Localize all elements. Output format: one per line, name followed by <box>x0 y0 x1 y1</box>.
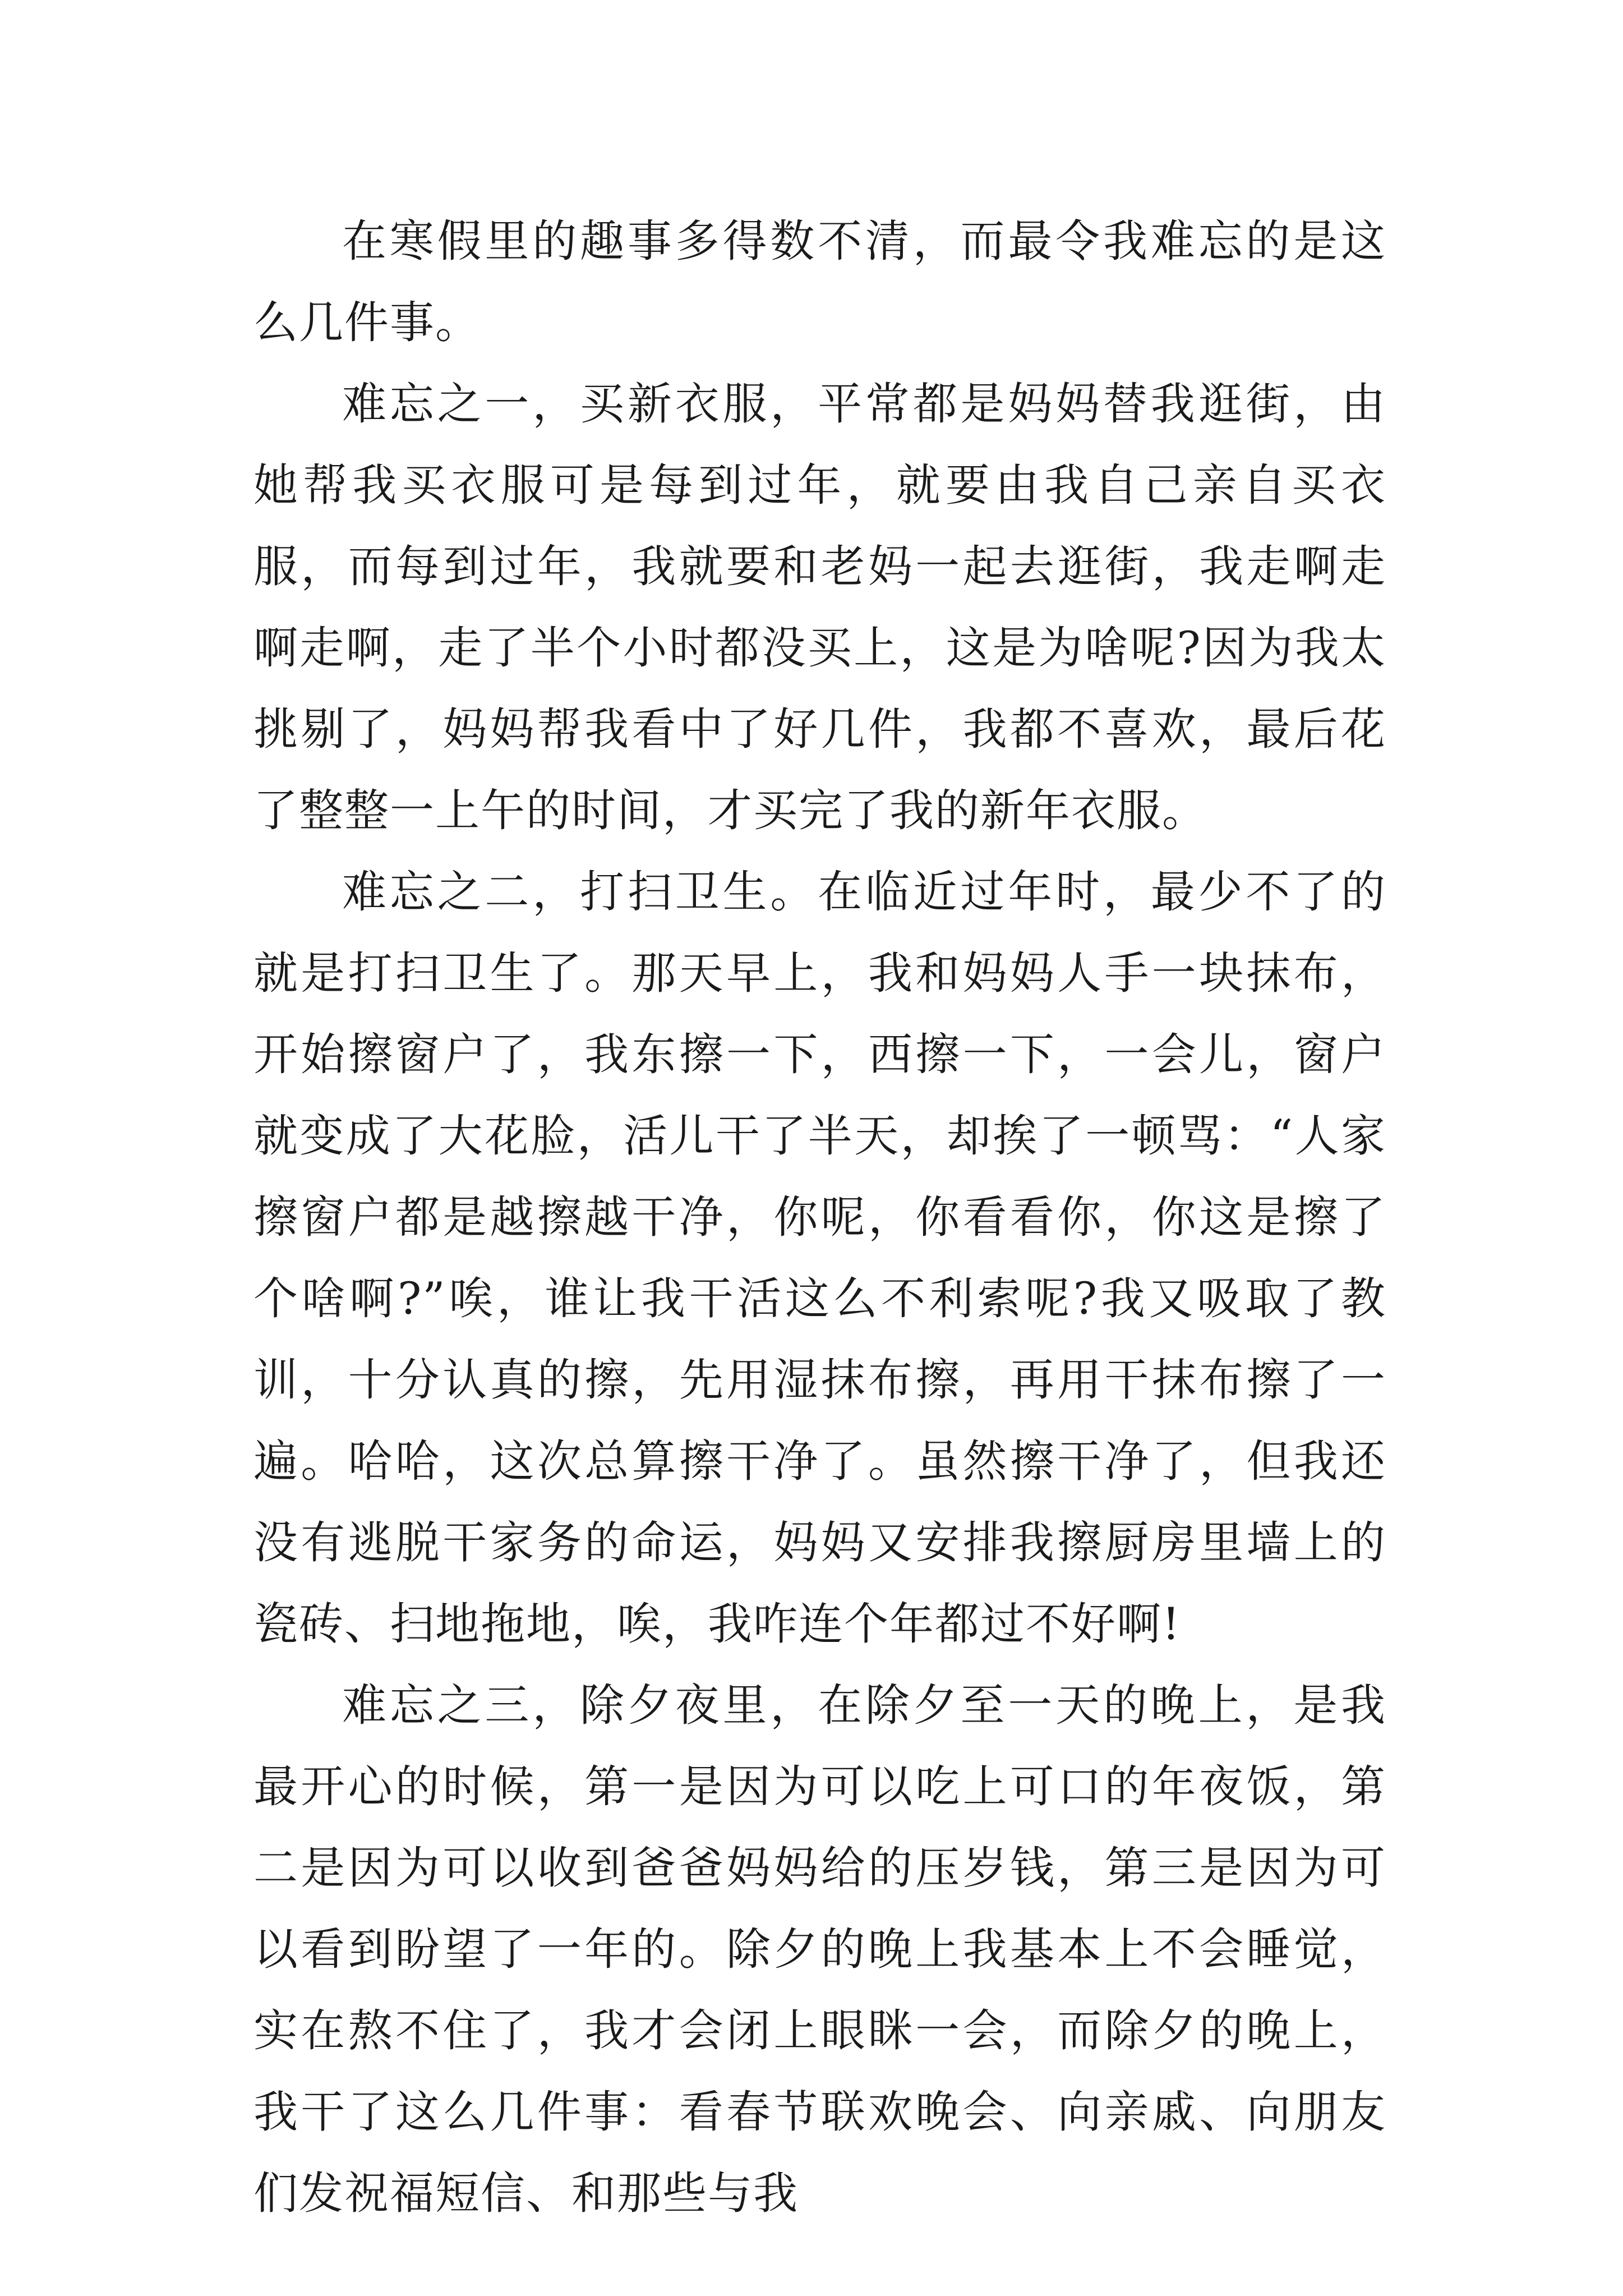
paragraph-memory-one: 难忘之一，买新衣服，平常都是妈妈替我逛街，由她帮我买衣服可是每到过年，就要由我自己亲自买衣服，而每到过年，我就要和老妈一起去逛街，我走啊走啊走啊，走了半个小时都没买上，这是为啥呢?因为我太挑剔了，妈妈帮我看中了好几件，我都不喜欢，最后花了整整一上午的时间，才买完了我的新年衣服。 <box>253 378 1386 836</box>
paragraph-memory-two: 难忘之二，打扫卫生。在临近过年时，最少不了的就是打扫卫生了。那天早上，我和妈妈人手一块抹布，开始擦窗户了，我东擦一下，西擦一下，一会儿，窗户就变成了大花脸，活儿干了半天，却挨了一顿骂：“人家擦窗户都是越擦越干净，你呢，你看看你，你这是擦了个啥啊?”唉，谁让我干活这么不利索呢?我又吸取了教训，十分认真的擦，先用湿抹布擦，再用干抹布擦了一遍。哈哈，这次总算擦干净了。虽然擦干净了，但我还没有逃脱干家务的命运，妈妈又安排我擦厨房里墙上的瓷砖、扫地拖地，唉，我咋连个年都过不好啊! <box>253 866 1386 1650</box>
paragraph-memory-three: 难忘之三，除夕夜里，在除夕至一天的晚上，是我最开心的时候，第一是因为可以吃上可口的年夜饭，第二是因为可以收到爸爸妈妈给的压岁钱，第三是因为可以看到盼望了一年的。除夕的晚上我基本上不会睡觉，实在熬不住了，我才会闭上眼眯一会，而除夕的晚上，我干了这么几件事：看春节联欢晚会、向亲戚、向朋友们发祝福短信、和那些与我 <box>253 1680 1386 2219</box>
body-text <box>253 201 1386 2234</box>
paragraph-intro: 在寒假里的趣事多得数不清，而最令我难忘的是这么几件事。 <box>253 215 1386 348</box>
